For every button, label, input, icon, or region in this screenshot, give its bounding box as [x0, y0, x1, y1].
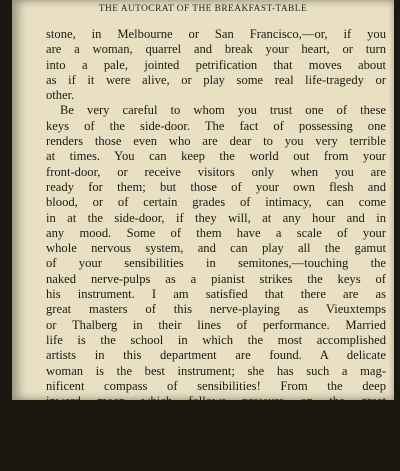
text-line: any mood. Some of them have a scale of your: [46, 225, 386, 240]
text-line: his instrument. I am satisfied that there are as: [46, 287, 386, 302]
text-line: whole nervous system, and can play all the gamut: [46, 241, 386, 256]
text-line: blood, or of certain grades of intimacy, can come: [46, 195, 386, 210]
text-line: in at the side-door, if they will, at any hour and in: [46, 210, 386, 225]
running-header: THE AUTOCRAT OF THE BREAKFAST-TABLE: [98, 4, 308, 14]
text-line: stone, in Melbourne or San Francisco,—or, if you: [46, 27, 386, 41]
text-line: artists in this department are found. A delicate: [46, 348, 386, 363]
text-line: or Thalberg in their lines of performance. Married: [46, 317, 386, 332]
text-line: as if it were alive, or play some real life-tragedy or: [46, 72, 386, 87]
text-line: naked nerve-pulps as a pianist strikes the keys of: [46, 271, 386, 286]
text-line: into a pale, jointed petrification that moves about: [46, 57, 386, 72]
text-line: inward moan which follows pressure on the great: [46, 394, 386, 409]
body-text: [46, 27, 386, 471]
text-line: renders those even who are dear to you very terrible: [46, 134, 386, 149]
text-line: woman is the best instrument; she has such a mag-: [46, 363, 386, 378]
text-line: at times. You can keep the world out from your: [46, 149, 386, 164]
text-line: are a woman, quarrel and break your heart, or turn: [46, 42, 386, 57]
text-line: taste are struck with a crashing sweep, is a range: [46, 424, 386, 439]
text-line: nificent compass of sensibilities! From the deep: [46, 378, 386, 393]
text-line: Be very careful to whom you trust one of these: [60, 103, 386, 118]
text-line: life is the school in which the most accomplished: [46, 332, 386, 347]
text-line: which no other instrument possesses. A few exer-: [46, 440, 386, 455]
text-line: nerves of right, to the sharp cry as the filaments of: [46, 409, 386, 424]
text-line: keys of the side-door. The fact of possessing one: [46, 118, 386, 133]
text-line: great masters of this nerve-playing as Vieuxtemps: [46, 302, 386, 317]
text-line: other.: [46, 88, 75, 103]
book-page: [12, 0, 394, 470]
text-line: ready for them; but those of your own flesh and: [46, 179, 386, 194]
text-line: front-door, or receive visitors only when you are: [46, 164, 386, 179]
text-line: of your sensibilities in semitones,—touching the: [46, 256, 386, 271]
text-line: cises on it daily at home fit a man wonderfully for: [46, 455, 386, 470]
